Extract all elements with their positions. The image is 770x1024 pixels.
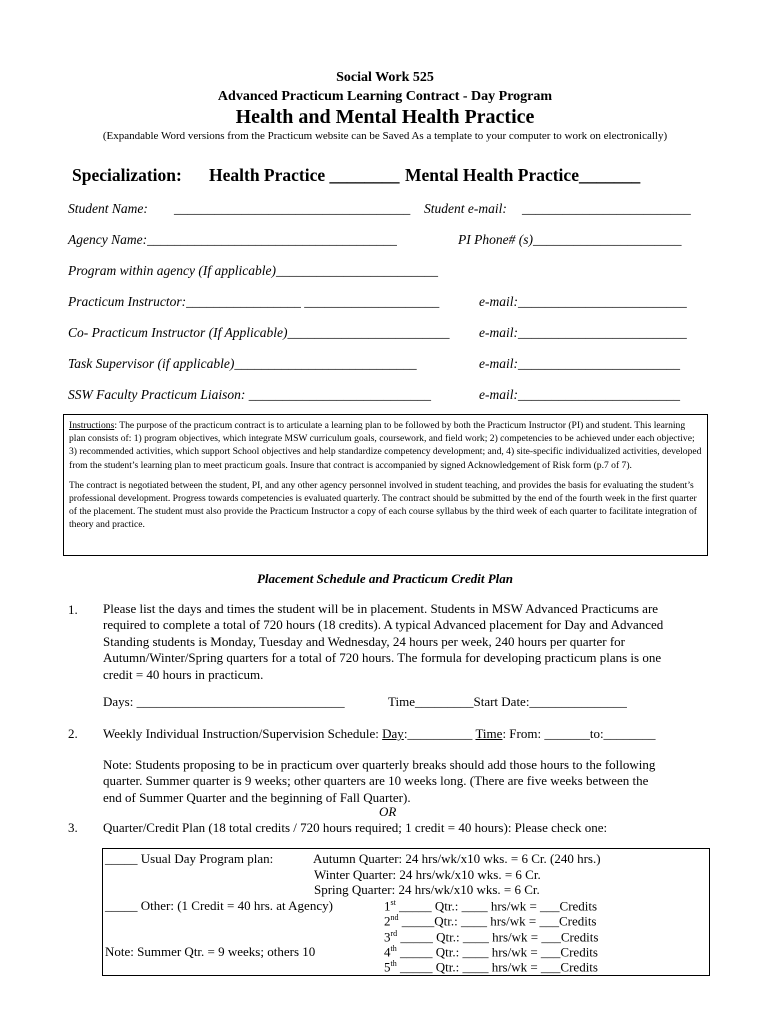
item-1-text: Please list the days and times the student will be in placement. Students in MSW Advanced Practicums are required to complete a total of 720 hours (18 credits). A typical Advanced placement for Day and Advanced Standing students is Monday, Tuesday and Wednesday, 24 hours per week, 240 hours per quarter for Autumn/Winter/Spring quarters for a total of 720 hours. The formula for developing practicum plans is one credit = 40 hours in practicum. — [103, 601, 664, 682]
quarter-row-2[interactable]: 2nd _____Qtr.: ____ hrs/wk = ___Credits — [384, 913, 597, 929]
quarter-break-note: Note: Students proposing to be in practicum over quarterly breaks should add those hours to the following quarter. Summer quarter is 9 weeks; other quarters are 10 weeks long. (There are five weeks between the end of Summer Quarter and the beginning of Fall Quarter). — [103, 757, 656, 805]
summer-note: Note: Summer Qtr. = 9 weeks; others 10 — [105, 944, 316, 959]
spring-quarter-row: Spring Quarter: 24 hrs/wk/x10 wks. = 6 Cr. — [314, 882, 540, 897]
quarter-row-4[interactable]: 4th _____ Qtr.: ____ hrs/wk = ___Credits — [384, 944, 598, 960]
schedule-heading: Placement Schedule and Practicum Credit Plan — [256, 571, 514, 586]
faculty-liaison-field[interactable]: SSW Faculty Practicum Liaison: ___________________________ — [68, 387, 431, 402]
co-instructor-email-field[interactable]: e-mail:_________________________ — [479, 325, 687, 340]
usual-plan-option[interactable]: _____ Usual Day Program plan: — [105, 851, 274, 866]
autumn-quarter-row: Autumn Quarter: 24 hrs/wk/x10 wks. = 6 Cr. (240 hrs.) — [313, 851, 601, 866]
quarter-row-3[interactable]: 3rd _____ Qtr.: ____ hrs/wk = ___Credits — [384, 929, 599, 945]
course-title: Social Work 525 — [336, 70, 434, 85]
specialization-mental-health-option[interactable]: Mental Health Practice_______ — [405, 165, 641, 185]
header-note: (Expandable Word versions from the Practicum website can be Saved As a template to your computer to work on electronically) — [102, 130, 668, 142]
student-email-field[interactable]: _________________________ — [522, 201, 691, 216]
practicum-instructor-field[interactable]: Practicum Instructor:_________________ ____________________ — [68, 294, 440, 309]
item-3-text: Quarter/Credit Plan (18 total credits / 720 hours required; 1 credit = 40 hours): Please check one: — [103, 820, 608, 835]
supervision-schedule-field[interactable]: Weekly Individual Instruction/Supervision Schedule: Day:__________ Time: From: _______to:________ — [103, 726, 656, 741]
or-separator: OR — [379, 804, 397, 819]
instructions-box — [63, 414, 708, 556]
page-title: Health and Mental Health Practice — [235, 106, 535, 128]
program-within-agency-field[interactable]: Program within agency (If applicable)________________________ — [68, 263, 438, 278]
task-supervisor-field[interactable]: Task Supervisor (if applicable)___________________________ — [68, 356, 417, 371]
instructions-paragraph-2: The contract is negotiated between the student, PI, and any other agency personnel involved in student teaching, and provides the basis for evaluating the student’s professional development. Progress towards competencies is evaluated quarterly. The contract should be submitted by the end of the fourth week in the first quarter of the placement. The student must also provide the Practicum Instructor a copy of each course syllabus by the third week of each quarter to facilitate integration of theory and practice. — [69, 479, 698, 531]
quarter-row-5[interactable]: 5th _____ Qtr.: ____ hrs/wk = ___Credits — [384, 959, 598, 975]
time-start-date-field[interactable]: Time_________Start Date:_______________ — [388, 694, 627, 709]
faculty-liaison-email-field[interactable]: e-mail:________________________ — [479, 387, 680, 402]
instructions-paragraph-1 — [69, 419, 702, 472]
pi-phone-field[interactable]: PI Phone# (s)______________________ — [458, 232, 682, 247]
practicum-instructor-email-field[interactable]: e-mail:_________________________ — [479, 294, 687, 309]
co-practicum-instructor-field[interactable]: Co- Practicum Instructor (If Applicable)________________________ — [68, 325, 450, 340]
student-name-label: Student Name: — [68, 201, 148, 216]
credit-plan-table — [102, 848, 710, 976]
item-3-number: 3. — [68, 820, 78, 835]
instructions-label: Instructions — [69, 420, 115, 431]
contract-title: Advanced Practicum Learning Contract - Day Program — [217, 89, 553, 104]
instructions-text-1: : The purpose of the practicum contract is to articulate a learning plan to be followed by both the Practicum Instructor (PI) and student. This learning plan consists of: 1) program objectives, which integrate MSW curriculum goals, coursework, and field work; 2) competencies to be achieved under each objective; 3) recommended activities, which support School objectives and help standardize competency development; and, 4) site-specific individualized activities, developed from the student’s learning plan to meet practicum goals. Insure that contract is accompanied by signed Acknowledgement of Risk form (p.7 of 7). — [69, 420, 702, 471]
item-2-number: 2. — [68, 726, 78, 741]
quarter-row-1[interactable]: 1st _____ Qtr.: ____ hrs/wk = ___Credits — [384, 898, 598, 914]
student-email-label: Student e-mail: — [424, 201, 507, 216]
days-field[interactable]: Days: ________________________________ — [103, 694, 345, 709]
task-supervisor-email-field[interactable]: e-mail:________________________ — [479, 356, 680, 371]
specialization-label: Specialization: — [72, 165, 182, 185]
student-name-field[interactable]: ___________________________________ — [174, 201, 411, 216]
specialization-health-option[interactable]: Health Practice ________ — [209, 165, 400, 185]
item-1-number: 1. — [68, 602, 78, 617]
agency-name-field[interactable]: Agency Name:_____________________________________ — [68, 232, 397, 247]
winter-quarter-row: Winter Quarter: 24 hrs/wk/x10 wks. = 6 Cr. — [314, 867, 541, 882]
other-plan-option[interactable]: _____ Other: (1 Credit = 40 hrs. at Agency) — [105, 898, 333, 913]
